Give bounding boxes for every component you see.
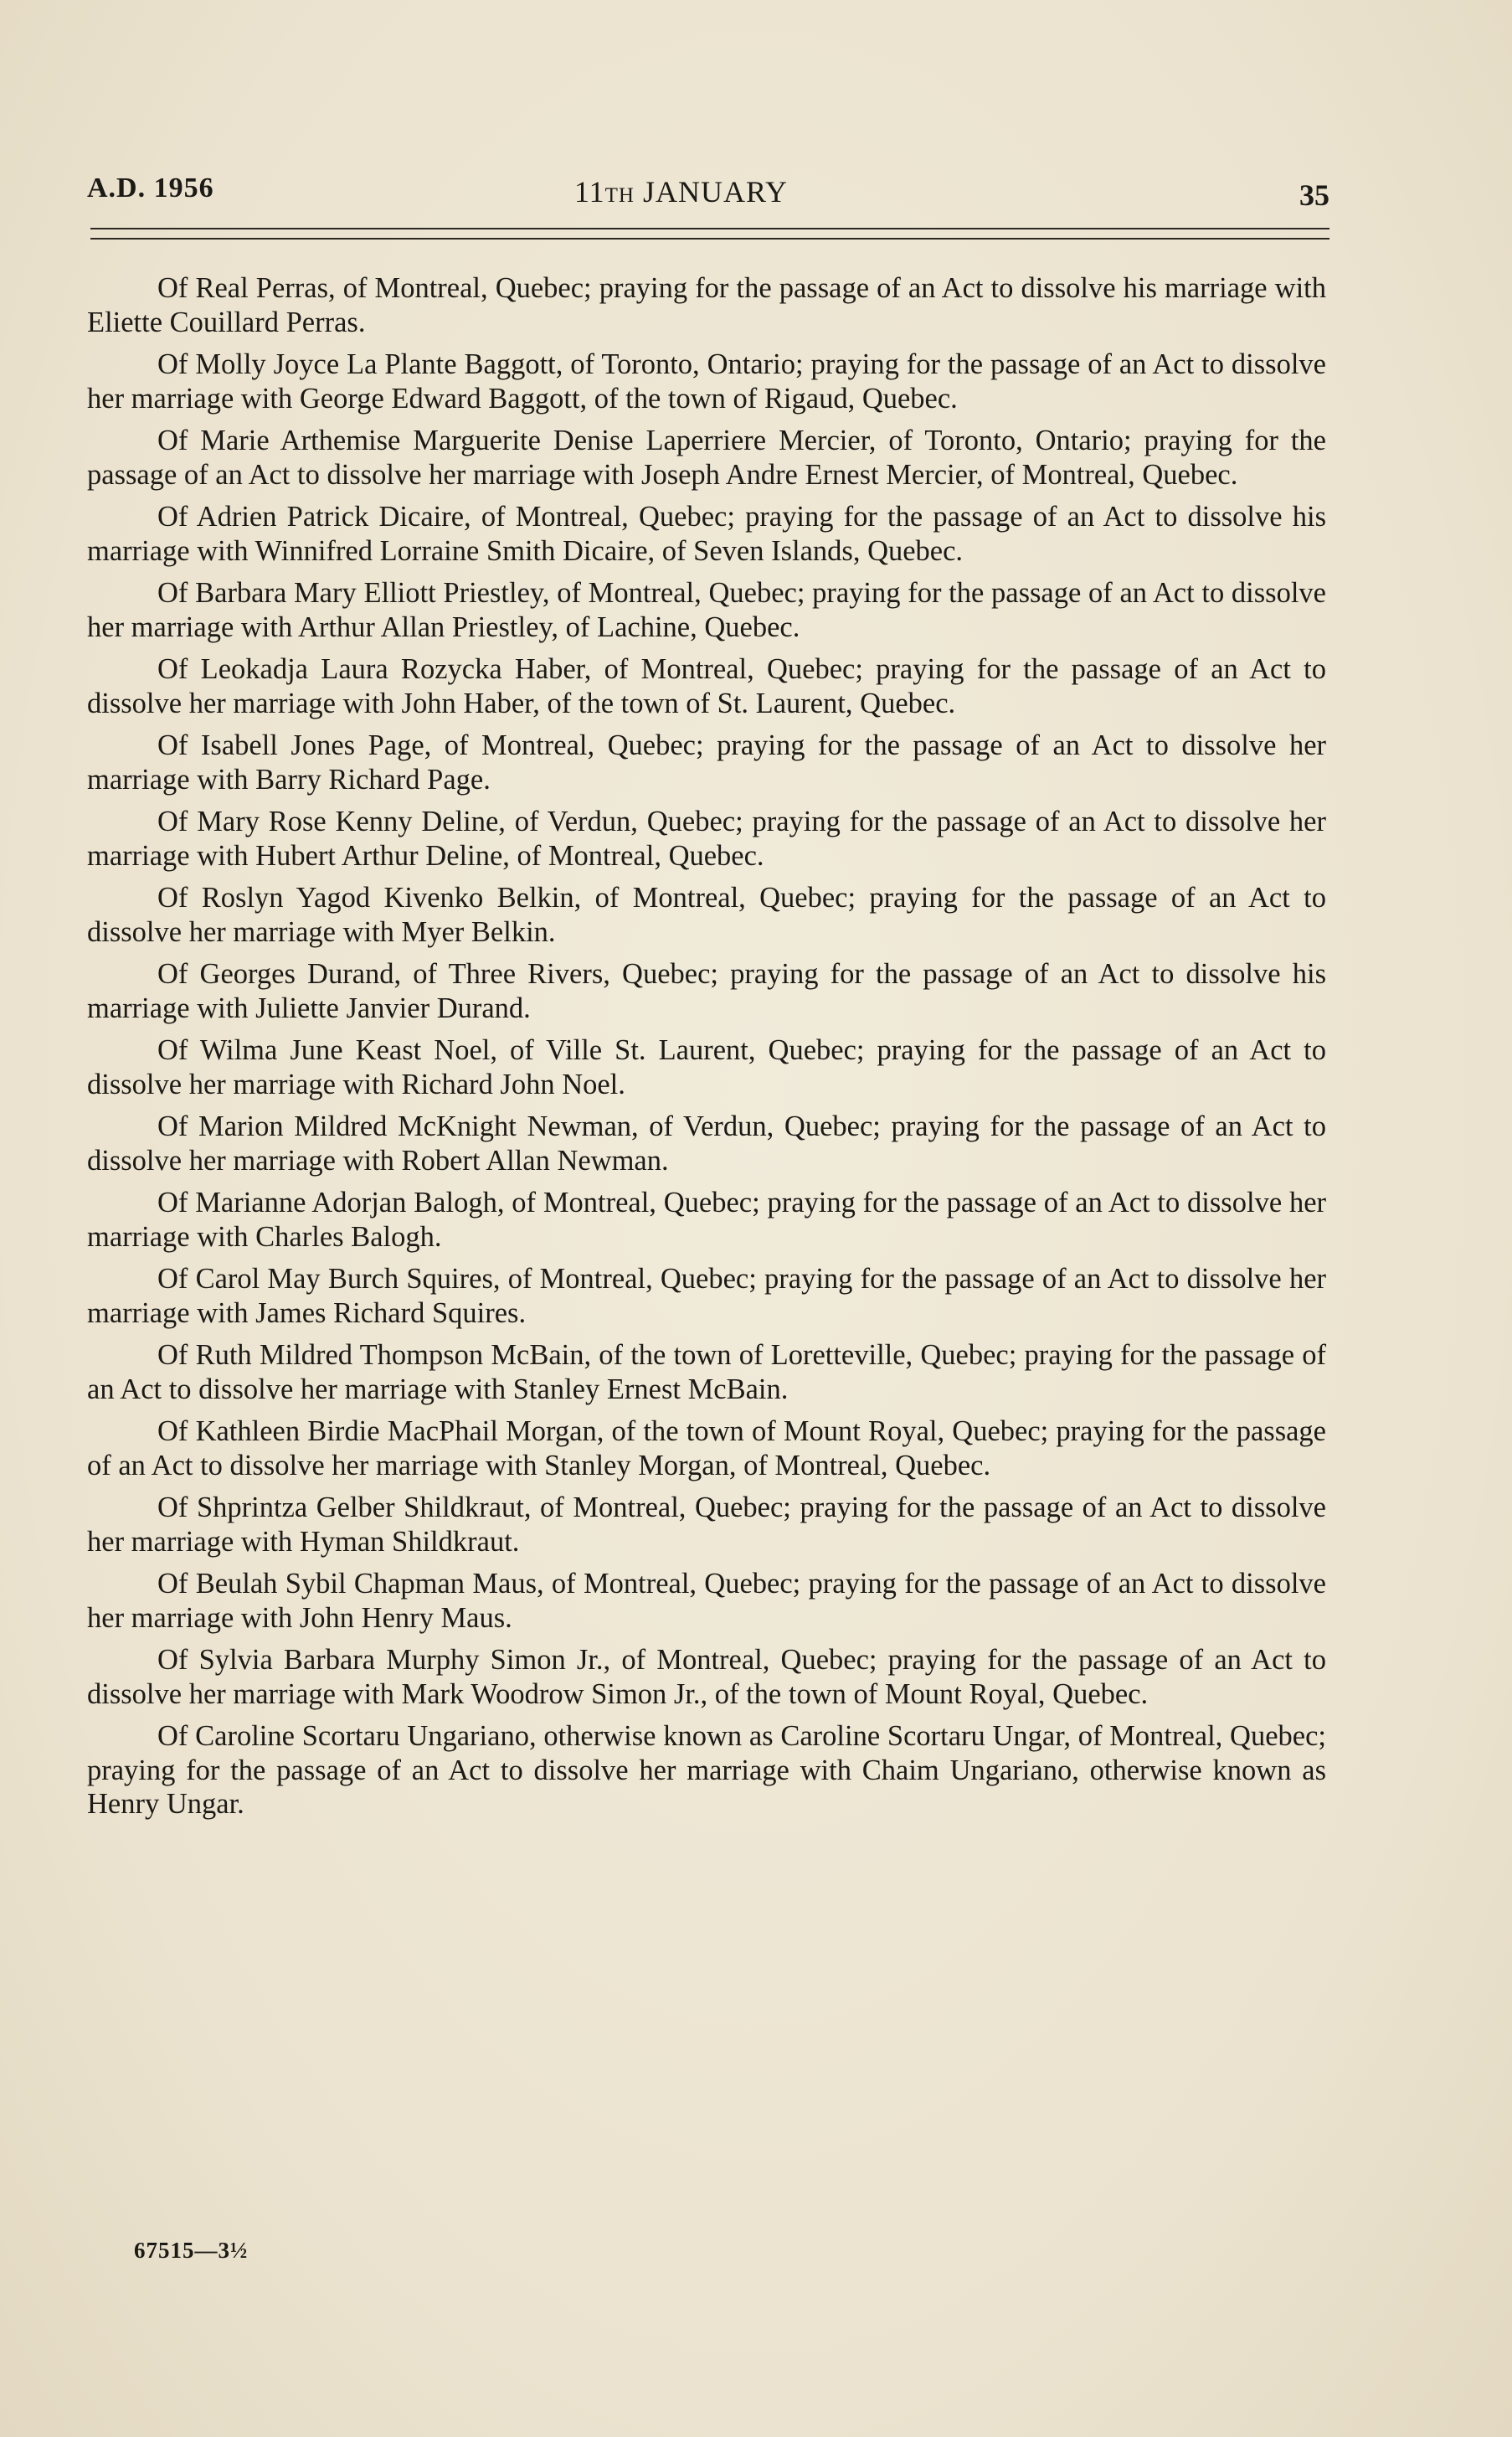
petition-entry: Of Isabell Jones Page, of Montreal, Quebec; praying for the passage of an Act to dissolve her marriage with Barry Richard Page. [87,729,1326,796]
petition-entry: Of Georges Durand, of Three Rivers, Quebec; praying for the passage of an Act to dissolve his marriage with Juliette Janvier Durand. [87,958,1326,1024]
petition-entry: Of Caroline Scortaru Ungariano, otherwise known as Caroline Scortaru Ungar, of Montreal, Quebec; praying for the passage of an Act to dissolve her marriage with Chaim Ungariano, otherwise known as Henry Ungar. [87,1720,1326,1820]
petition-entry: Of Wilma June Keast Noel, of Ville St. Laurent, Quebec; praying for the passage of an Act to dissolve her marriage with Richard John Noel. [87,1034,1326,1100]
petition-entry: Of Leokadja Laura Rozycka Haber, of Montreal, Quebec; praying for the passage of an Act to dissolve her marriage with John Haber, of the town of St. Laurent, Quebec. [87,653,1326,719]
header-month: JANUARY [643,175,789,209]
petition-entry: Of Marion Mildred McKnight Newman, of Verdun, Quebec; praying for the passage of an Act to dissolve her marriage with Robert Allan Newman. [87,1110,1326,1177]
petition-entry: Of Roslyn Yagod Kivenko Belkin, of Montreal, Quebec; praying for the passage of an Act to dissolve her marriage with Myer Belkin. [87,882,1326,948]
petition-entry: Of Beulah Sybil Chapman Maus, of Montreal, Quebec; praying for the passage of an Act to dissolve her marriage with John Henry Maus. [87,1568,1326,1634]
page-number: 35 [1299,178,1329,212]
petition-entry: Of Marie Arthemise Marguerite Denise Laperriere Mercier, of Toronto, Ontario; praying for the passage of an Act to dissolve her marriage with Joseph Andre Ernest Mercier, of Montreal, Quebec. [87,425,1326,491]
petition-entry: Of Marianne Adorjan Balogh, of Montreal, Quebec; praying for the passage of an Act to dissolve her marriage with Charles Balogh. [87,1187,1326,1253]
header-year: A.D. 1956 [87,173,214,204]
petition-entry: Of Ruth Mildred Thompson McBain, of the town of Loretteville, Quebec; praying for the passage of an Act to dissolve her marriage with Stanley Ernest McBain. [87,1339,1326,1405]
page-header [87,166,1329,216]
petition-list [87,271,1326,1830]
header-rule-bottom [90,238,1329,240]
petition-entry: Of Real Perras, of Montreal, Quebec; praying for the passage of an Act to dissolve his marriage with Eliette Couillard Perras. [87,272,1326,338]
petition-entry: Of Mary Rose Kenny Deline, of Verdun, Quebec; praying for the passage of an Act to dissolve her marriage with Hubert Arthur Deline, of Montreal, Quebec. [87,806,1326,872]
petition-entry: Of Adrien Patrick Dicaire, of Montreal, Quebec; praying for the passage of an Act to dissolve his marriage with Winnifred Lorraine Smith Dicaire, of Seven Islands, Quebec. [87,501,1326,567]
petition-entry: Of Sylvia Barbara Murphy Simon Jr., of Montreal, Quebec; praying for the passage of an Act to dissolve her marriage with Mark Woodrow Simon Jr., of the town of Mount Royal, Quebec. [87,1644,1326,1710]
header-date [574,174,788,209]
header-rule-top [90,228,1329,229]
petition-entry: Of Shprintza Gelber Shildkraut, of Montreal, Quebec; praying for the passage of an Act to dissolve her marriage with Hyman Shildkraut. [87,1492,1326,1558]
print-signature: 67515—3½ [134,2238,249,2263]
petition-entry: Of Molly Joyce La Plante Baggott, of Toronto, Ontario; praying for the passage of an Act to dissolve her marriage with George Edward Baggott, of the town of Rigaud, Quebec. [87,348,1326,415]
header-day: 11th [574,175,635,209]
petition-entry: Of Carol May Burch Squires, of Montreal, Quebec; praying for the passage of an Act to dissolve her marriage with James Richard Squires. [87,1263,1326,1329]
petition-entry: Of Barbara Mary Elliott Priestley, of Montreal, Quebec; praying for the passage of an Act to dissolve her marriage with Arthur Allan Priestley, of Lachine, Quebec. [87,577,1326,643]
petition-entry: Of Kathleen Birdie MacPhail Morgan, of the town of Mount Royal, Quebec; praying for the passage of an Act to dissolve her marriage with Stanley Morgan, of Montreal, Quebec. [87,1415,1326,1481]
